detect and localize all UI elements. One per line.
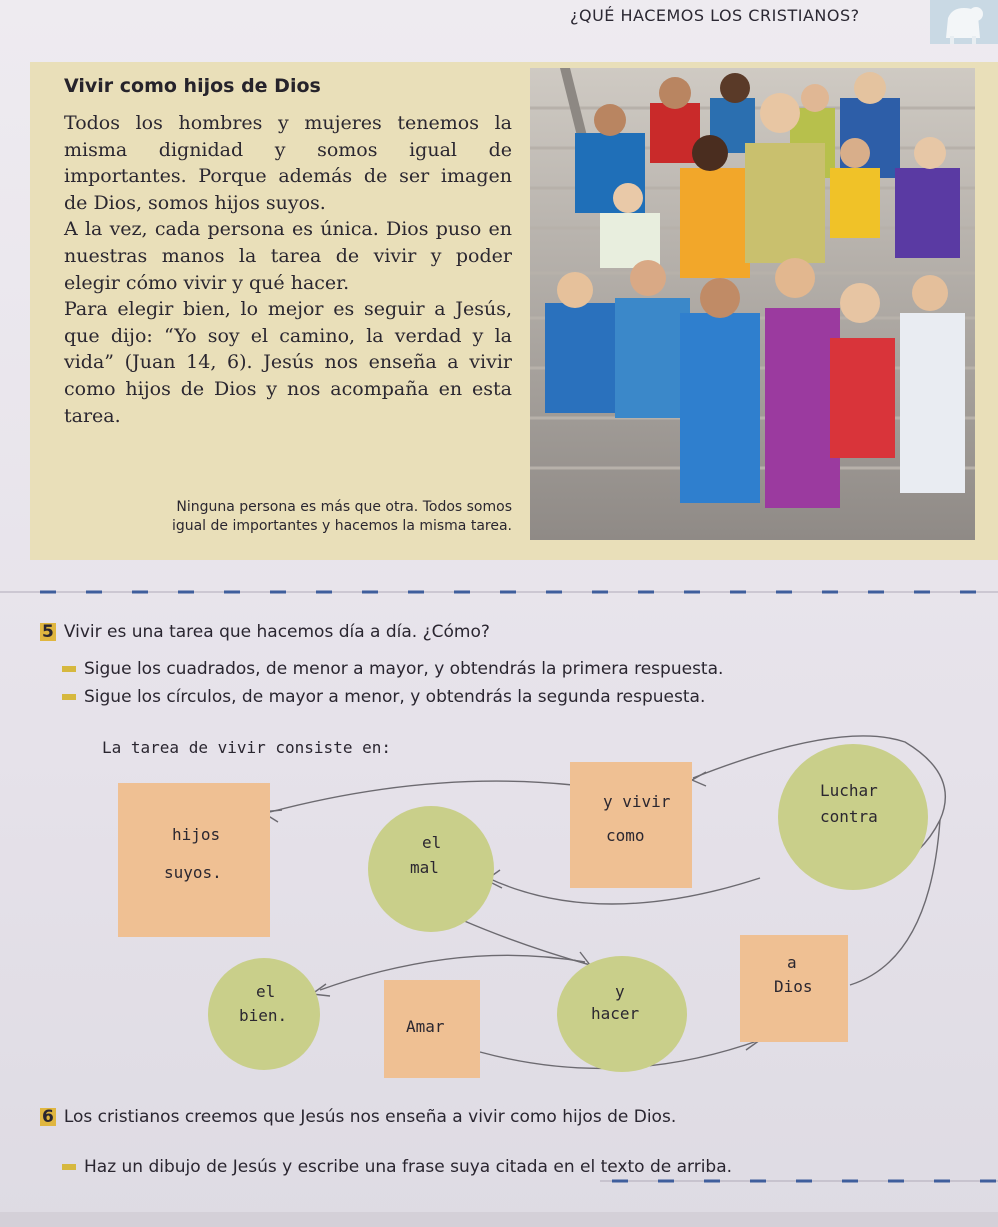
circle-label: el <box>422 833 442 852</box>
instruction-text: Sigue los círculos, de mayor a menor, y obtendrás la segunda respuesta. <box>84 687 706 707</box>
exercise-6-instruction <box>62 1157 732 1177</box>
caption-line-2: igual de importantes y hacemos la misma tarea. <box>171 518 512 534</box>
circle-el-mal <box>368 806 494 932</box>
square-label: hijos <box>172 825 221 844</box>
square-amar <box>384 980 480 1078</box>
instruction-2 <box>62 687 705 707</box>
bullet-icon <box>62 666 76 672</box>
dashed-divider <box>0 1178 998 1184</box>
section-title: Vivir como hijos de Dios <box>64 75 321 97</box>
lamb-icon <box>930 0 998 44</box>
bullet-icon <box>62 1164 76 1170</box>
square-label: Dios <box>774 977 813 996</box>
circle-label: mal <box>410 858 439 877</box>
bullet-icon <box>62 694 76 700</box>
question-text: Los cristianos creemos que Jesús nos enseña a vivir como hijos de Dios. <box>63 1107 677 1127</box>
children-group-photo <box>530 68 975 540</box>
square-label: a <box>787 953 797 972</box>
circle-label: contra <box>820 807 878 826</box>
square-y-vivir-como <box>570 762 692 888</box>
intro-paragraph-1: Todos los hombres y mujeres tenemos la misma dignidad y somos igual de importantes. Porque además de ser imagen de Dios, somos hijos suyos. <box>64 112 512 214</box>
circle-label: hacer <box>591 1004 640 1023</box>
caption-line-1: Ninguna persona es más que otra. Todos somos <box>176 499 512 515</box>
exercise-number: 5 <box>42 622 54 642</box>
intro-paragraph-2: A la vez, cada persona es única. Dios puso en nuestras manos la tarea de vivir y poder elegir cómo vivir y qué hacer. <box>64 218 512 294</box>
square-label: suyos. <box>164 863 222 882</box>
intro-text <box>64 110 512 429</box>
circle-label: Luchar <box>820 781 878 800</box>
instruction-1 <box>62 659 723 679</box>
circle-luchar-contra <box>778 744 928 890</box>
instruction-text: Sigue los cuadrados, de menor a mayor, y obtendrás la primera respuesta. <box>84 659 724 679</box>
circle-y-hacer <box>557 956 687 1072</box>
square-hijos-suyos <box>118 783 270 937</box>
diagram-title: La tarea de vivir consiste en: <box>102 738 391 757</box>
circle-el-bien <box>208 958 320 1070</box>
dashed-divider <box>0 589 998 595</box>
instruction-text: Haz un dibujo de Jesús y escribe una frase suya citada en el texto de arriba. <box>84 1157 733 1177</box>
square-label: como <box>606 826 645 845</box>
intro-paragraph-3: Para elegir bien, lo mejor es seguir a Jesús, que dijo: “Yo soy el camino, la verdad y la vida” (Juan 14, 6). Jesús nos enseña a vivir como hijos de Dios y nos acompaña en esta tarea. <box>64 298 512 427</box>
question-text: Vivir es una tarea que hacemos día a día. ¿Cómo? <box>63 622 490 642</box>
exercise-5-question <box>40 622 490 642</box>
square-label: Amar <box>406 1017 445 1036</box>
circle-label: y <box>615 982 625 1001</box>
page-bottom-edge <box>0 1212 998 1227</box>
page-header: ¿QUÉ HACEMOS LOS CRISTIANOS? <box>570 6 860 25</box>
exercise-6-question <box>40 1107 676 1127</box>
circle-label: bien. <box>239 1006 288 1025</box>
square-a-dios <box>740 935 848 1042</box>
photo-caption <box>150 498 512 536</box>
square-label: y vivir <box>603 792 671 811</box>
exercise-number: 6 <box>42 1107 54 1127</box>
circle-label: el <box>256 982 276 1001</box>
